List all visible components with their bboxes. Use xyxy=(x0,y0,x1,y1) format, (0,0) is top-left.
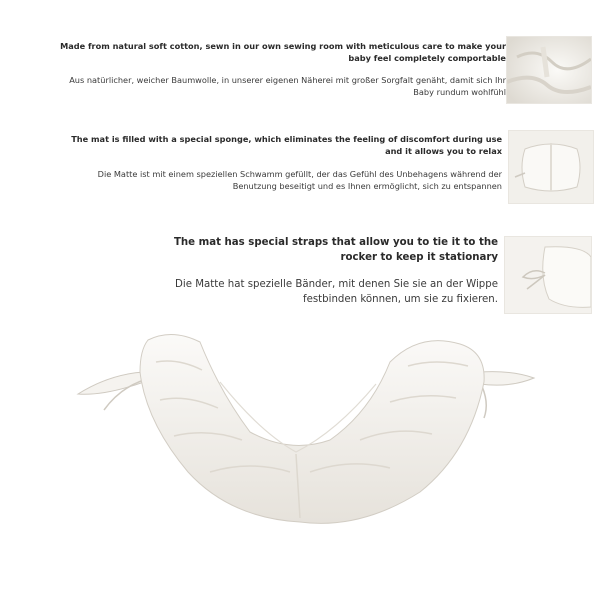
cotton-fabric-thumbnail xyxy=(506,36,592,104)
cushion-filling-thumbnail xyxy=(508,130,594,204)
cushion-mat-image xyxy=(60,322,540,537)
feature-straps-en: The mat has special straps that allow you to tie it to the rocker to keep it stationary xyxy=(173,237,498,263)
cushion-strap-thumbnail xyxy=(504,236,592,314)
feature-straps-de: Die Matte hat spezielle Bänder, mit denen Sie sie an der Wippe festbinden können, um sie zu fixieren. xyxy=(175,279,498,305)
feature-straps xyxy=(150,235,498,307)
feature-sponge-de: Die Matte ist mit einem speziellen Schwamm gefüllt, der das Gefühl des Unbehagens während der Benutzung beseitigt und es Ihnen ermöglicht, sich zu entspannen xyxy=(97,169,502,191)
feature-cotton-de: Aus natürlicher, weicher Baumwolle, in unserer eigenen Näherei mit großer Sorgfalt genäht, damit sich Ihr Baby rundum wohlfühl xyxy=(69,75,506,97)
feature-cotton-en: Made from natural soft cotton, sewn in our own sewing room with meticulous care to make your baby feel completely comportable xyxy=(60,41,506,63)
feature-cotton xyxy=(60,40,506,98)
feature-sponge xyxy=(60,133,502,192)
feature-sponge-en: The mat is filled with a special sponge, which eliminates the feeling of discomfort during use and it allows you to relax xyxy=(71,134,502,156)
